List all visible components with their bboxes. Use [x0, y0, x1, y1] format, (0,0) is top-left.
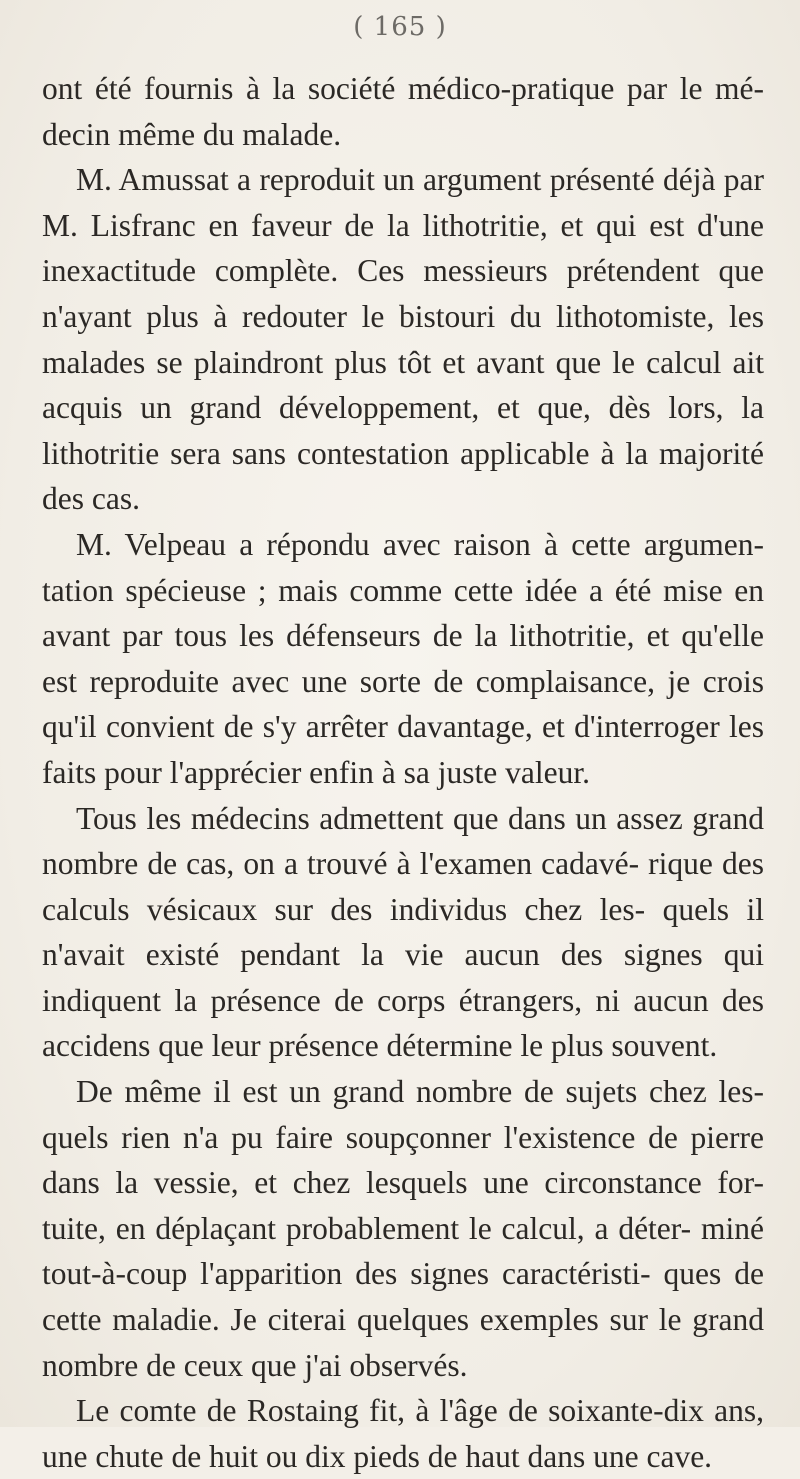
paragraph: Tous les médecins admettent que dans un assez grand nombre de cas, on a trouvé à l'examen cadavé- rique des calculs vésicaux sur des individus chez les- quels il n'avait existé pendant la vie aucun des signes qui indiquent la présence de corps étrangers, ni aucun des accidens que leur présence détermine le plus souvent.: [42, 800, 764, 1064]
paragraph: ont été fournis à la société médico-pratique par le mé- decin même du malade.: [42, 71, 764, 152]
page-number: ( 165 ): [353, 12, 447, 42]
paragraph: M. Amussat a reproduit un argument présenté déjà par M. Lisfranc en faveur de la lithotritie, et qui est d'une inexactitude complète. Ces messieurs prétendent que n'ayant plus à redouter le bistouri du lithotomiste, les malades se plaindront plus tôt et avant que le calcul ait acquis un grand développement, et que, dès lors, la lithotritie sera sans contestation applicable à la majorité des cas.: [42, 162, 764, 517]
paragraph: Le comte de Rostaing fit, à l'âge de soixante-dix ans, une chute de huit ou dix pieds de haut dans une cave.: [42, 1393, 764, 1474]
paragraph: M. Velpeau a répondu avec raison à cette argumen- tation spécieuse ; mais comme cette idée a été mise en avant par tous les défenseurs de la lithotritie, et qu'elle est reproduite avec une sorte de complaisance, je crois qu'il convient de s'y arrêter davantage, et d'interroger les faits pour l'apprécier enfin à sa juste valeur.: [42, 526, 764, 790]
paragraph: De même il est un grand nombre de sujets chez les- quels rien n'a pu faire soupçonner l'existence de pierre dans la vessie, et chez lesquels une circonstance for- tuite, en déplaçant probablement le calcul, a déter- miné tout-à-coup l'apparition des signes caractéristi- ques de cette maladie. Je citerai quelques exemples sur le grand nombre de ceux que j'ai observés.: [42, 1074, 764, 1383]
body-text: [42, 66, 764, 1479]
